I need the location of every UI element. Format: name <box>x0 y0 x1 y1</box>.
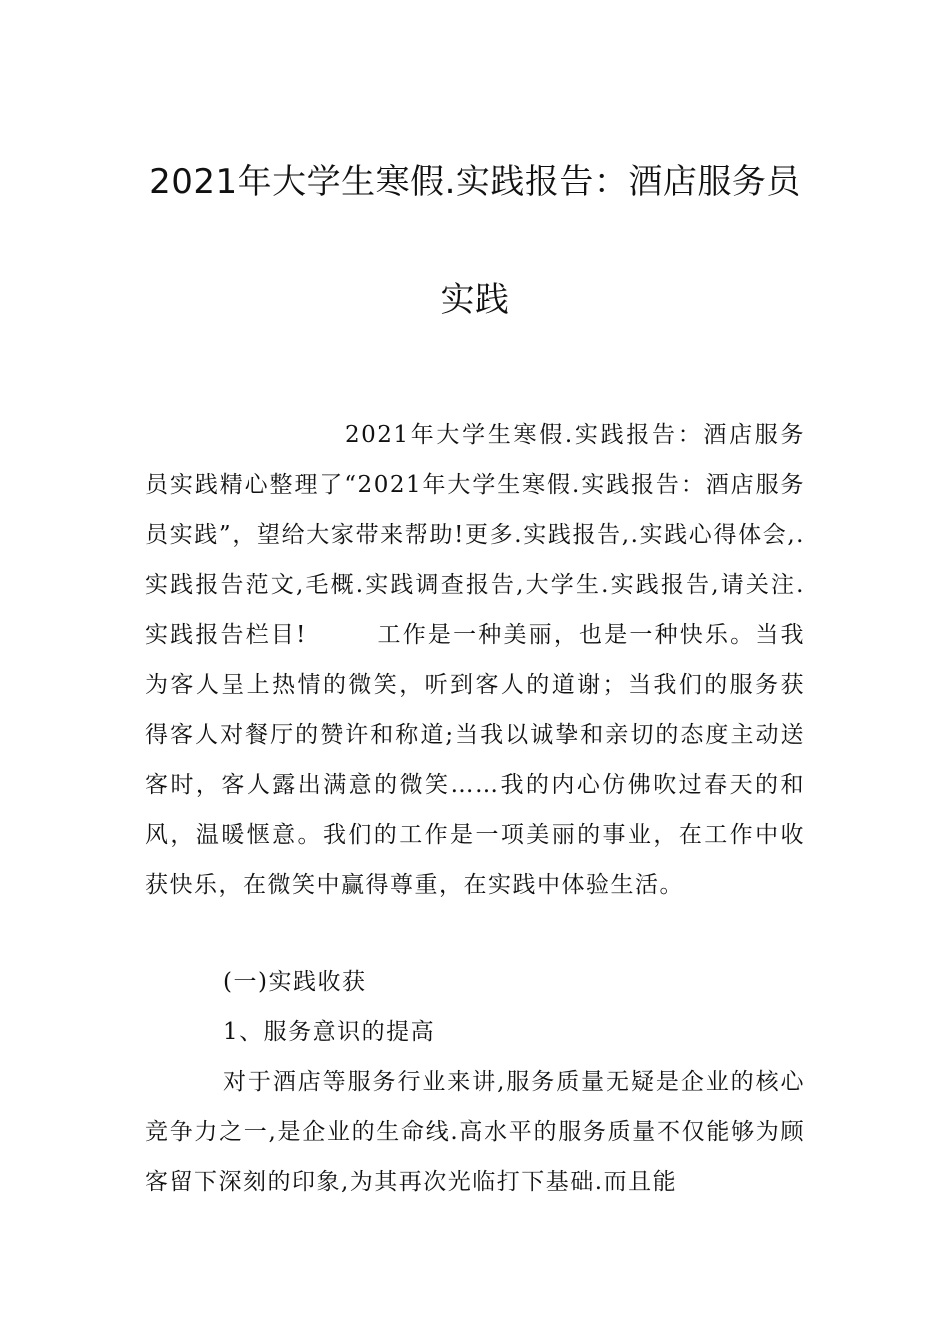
document-title-line-1: 2021年大学生寒假.实践报告：酒店服务员 <box>149 162 801 202</box>
document-title-line-2: 实践 <box>440 280 510 320</box>
section-heading: (一)实践收获 <box>223 969 367 995</box>
body-paragraph: 对于酒店等服务行业来讲,服务质量无疑是企业的核心竞争力之一,是企业的生命线.高水平的服务质量不仅能够为顾客留下深刻的印象,为其再次光临打下基础.而且能 <box>145 1069 805 1195</box>
item-heading: 1、服务意识的提高 <box>223 1019 436 1045</box>
intro-paragraph <box>145 410 805 910</box>
intro-text-part-1: 2021年大学生寒假.实践报告：酒店服务员实践精心整理了“2021年大学生寒假.实践报告：酒店服务员实践”，望给大家带来帮助!更多.实践报告,.实践心得体会,.实践报告范文,毛概.实践调查报告,大学生.实践报告,请关注.实践报告栏目! <box>145 422 805 648</box>
intro-text-part-2: 工作是一种美丽，也是一种快乐。当我为客人呈上热情的微笑，听到客人的道谢；当我们的服务获得客人对餐厅的赞许和称道;当我以诚挚和亲切的态度主动送客时，客人露出满意的微笑……我的内心仿佛吹过春天的和风，温暖惬意。我们的工作是一项美丽的事业，在工作中收获快乐，在微笑中赢得尊重，在实践中体验生活。 <box>145 622 806 898</box>
